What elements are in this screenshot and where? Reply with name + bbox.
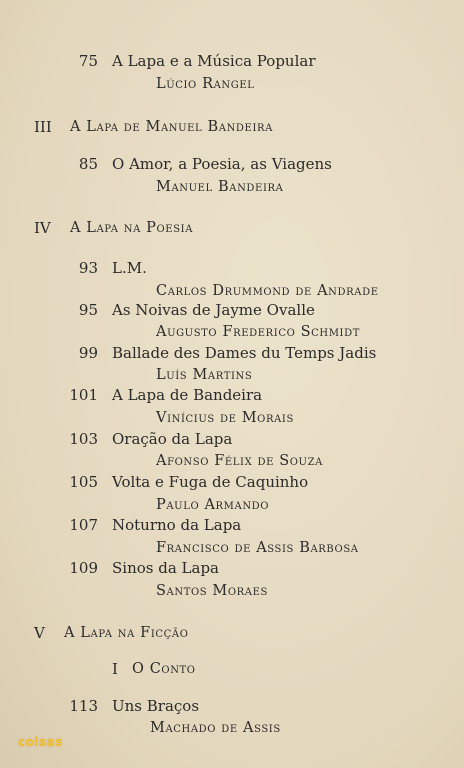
- entry-author: Afonso Félix de Souza: [156, 453, 323, 469]
- entry-author: Vinícius de Morais: [156, 410, 294, 426]
- entry-author: Manuel Bandeira: [156, 179, 284, 195]
- entry-title: Volta e Fuga de Caquinho: [112, 473, 309, 491]
- subsection-title: O Conto: [132, 661, 196, 677]
- entry-author: Carlos Drummond de Andrade: [156, 283, 379, 299]
- section-number: IV: [34, 219, 51, 237]
- entry-title: Sinos da Lapa: [112, 559, 219, 577]
- page-number: 93: [78, 259, 98, 277]
- page-number: 103: [69, 430, 98, 448]
- subsection-number: I: [112, 660, 118, 678]
- entry-author: Francisco de Assis Barbosa: [156, 540, 359, 556]
- section-number: V: [34, 624, 45, 642]
- entry-title: O Amor, a Poesia, as Viagens: [112, 155, 332, 173]
- page-number: 95: [78, 301, 98, 319]
- entry-title: Noturno da Lapa: [112, 516, 242, 534]
- watermark-logo: coisas: [18, 735, 63, 749]
- page-number: 105: [69, 473, 98, 491]
- page-number: 107: [69, 516, 98, 534]
- entry-author: Luís Martins: [156, 367, 253, 383]
- entry-title: Ballade des Dames du Temps Jadis: [112, 344, 377, 362]
- entry-title: A Lapa de Bandeira: [112, 386, 263, 404]
- entry-author: Augusto Frederico Schmidt: [156, 324, 360, 340]
- page-number: 85: [78, 155, 98, 173]
- entry-title: L.M.: [112, 259, 147, 277]
- entry-author: Machado de Assis: [150, 720, 281, 736]
- entry-title: As Noivas de Jayme Ovalle: [112, 301, 315, 319]
- page-number: 75: [78, 52, 98, 70]
- entry-author: Lúcio Rangel: [156, 76, 255, 92]
- entry-title: Uns Braços: [112, 697, 200, 715]
- entry-author: Santos Moraes: [156, 583, 268, 599]
- section-title: A Lapa na Poesia: [70, 220, 194, 236]
- page-number: 113: [69, 697, 98, 715]
- section-number: III: [34, 118, 52, 136]
- entry-title: A Lapa e a Música Popular: [112, 52, 316, 70]
- section-title: A Lapa na Ficção: [64, 625, 189, 641]
- page-number: 109: [69, 559, 98, 577]
- entry-title: Oração da Lapa: [112, 430, 233, 448]
- section-title: A Lapa de Manuel Bandeira: [70, 119, 273, 135]
- page-number: 101: [69, 386, 98, 404]
- page-number: 99: [78, 344, 98, 362]
- entry-author: Paulo Armando: [156, 497, 270, 513]
